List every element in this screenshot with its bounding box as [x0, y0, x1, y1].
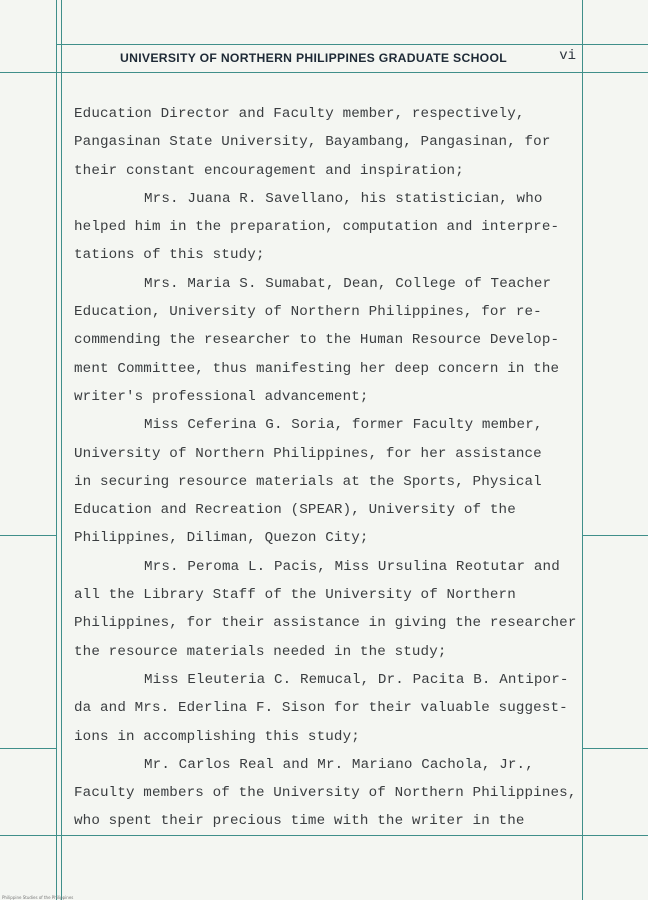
text-line: Education, University of Northern Philippines, for re- [74, 304, 542, 321]
text-line: all the Library Staff of the University of Northern [74, 587, 516, 604]
text-line: University of Northern Philippines, for her assistance [74, 445, 542, 462]
paragraph-first-line: Mr. Carlos Real and Mr. Mariano Cachola, Jr., [144, 756, 534, 773]
text-line: writer's professional advancement; [74, 388, 369, 405]
paragraph-first-line: Miss Eleuteria C. Remucal, Dr. Pacita B. Antipor- [144, 671, 569, 688]
text-line: Education Director and Faculty member, respectively, [74, 106, 525, 122]
text-line: the resource materials needed in the study; [74, 643, 447, 660]
paragraph-first-line: Mrs. Peroma L. Pacis, Miss Ursulina Reotutar and [144, 558, 560, 575]
page-number: vi [559, 48, 576, 64]
left-tick-rule-2 [0, 748, 56, 749]
right-tick-rule-2 [582, 748, 648, 749]
text-line: Faculty members of the University of Northern Philippines, [74, 785, 577, 802]
left-tick-rule-1 [0, 535, 56, 536]
text-line: ment Committee, thus manifesting her deep concern in the [74, 360, 560, 377]
page-header [60, 44, 582, 72]
left-margin-rule-inner [61, 0, 62, 900]
text-line: their constant encouragement and inspiration; [74, 162, 464, 179]
header-bottom-rule [0, 72, 648, 73]
text-line: Pangasinan State University, Bayambang, Pangasinan, for [74, 134, 551, 151]
text-line: who spent their precious time with the writer in the [74, 813, 525, 830]
text-line: helped him in the preparation, computation and interpre- [74, 219, 560, 236]
acknowledgment-body [74, 100, 584, 836]
right-tick-rule-1 [582, 535, 648, 536]
text-line: commending the researcher to the Human Resource Develop- [74, 332, 560, 349]
header-title: UNIVERSITY OF NORTHERN PHILIPPINES GRADUATE SCHOOL [120, 51, 507, 65]
text-line: Philippines, Diliman, Quezon City; [74, 530, 369, 547]
text-line: in securing resource materials at the Sports, Physical [74, 473, 542, 490]
footer-credit: Philippine Studies of the Philippines [2, 895, 74, 900]
text-line: Education and Recreation (SPEAR), University of the [74, 502, 516, 519]
left-margin-rule [56, 0, 57, 900]
text-line: Philippines, for their assistance in giving the researcher [74, 615, 577, 632]
text-line: da and Mrs. Ederlina F. Sison for their valuable suggest- [74, 700, 568, 717]
paragraph-first-line: Mrs. Maria S. Sumabat, Dean, College of Teacher [144, 275, 552, 292]
text-line: tations of this study; [74, 247, 265, 264]
paragraph-first-line: Miss Ceferina G. Soria, former Faculty member, [144, 417, 543, 434]
text-line: ions in accomplishing this study; [74, 728, 360, 745]
paragraph-first-line: Mrs. Juana R. Savellano, his statistician, who [144, 190, 543, 207]
